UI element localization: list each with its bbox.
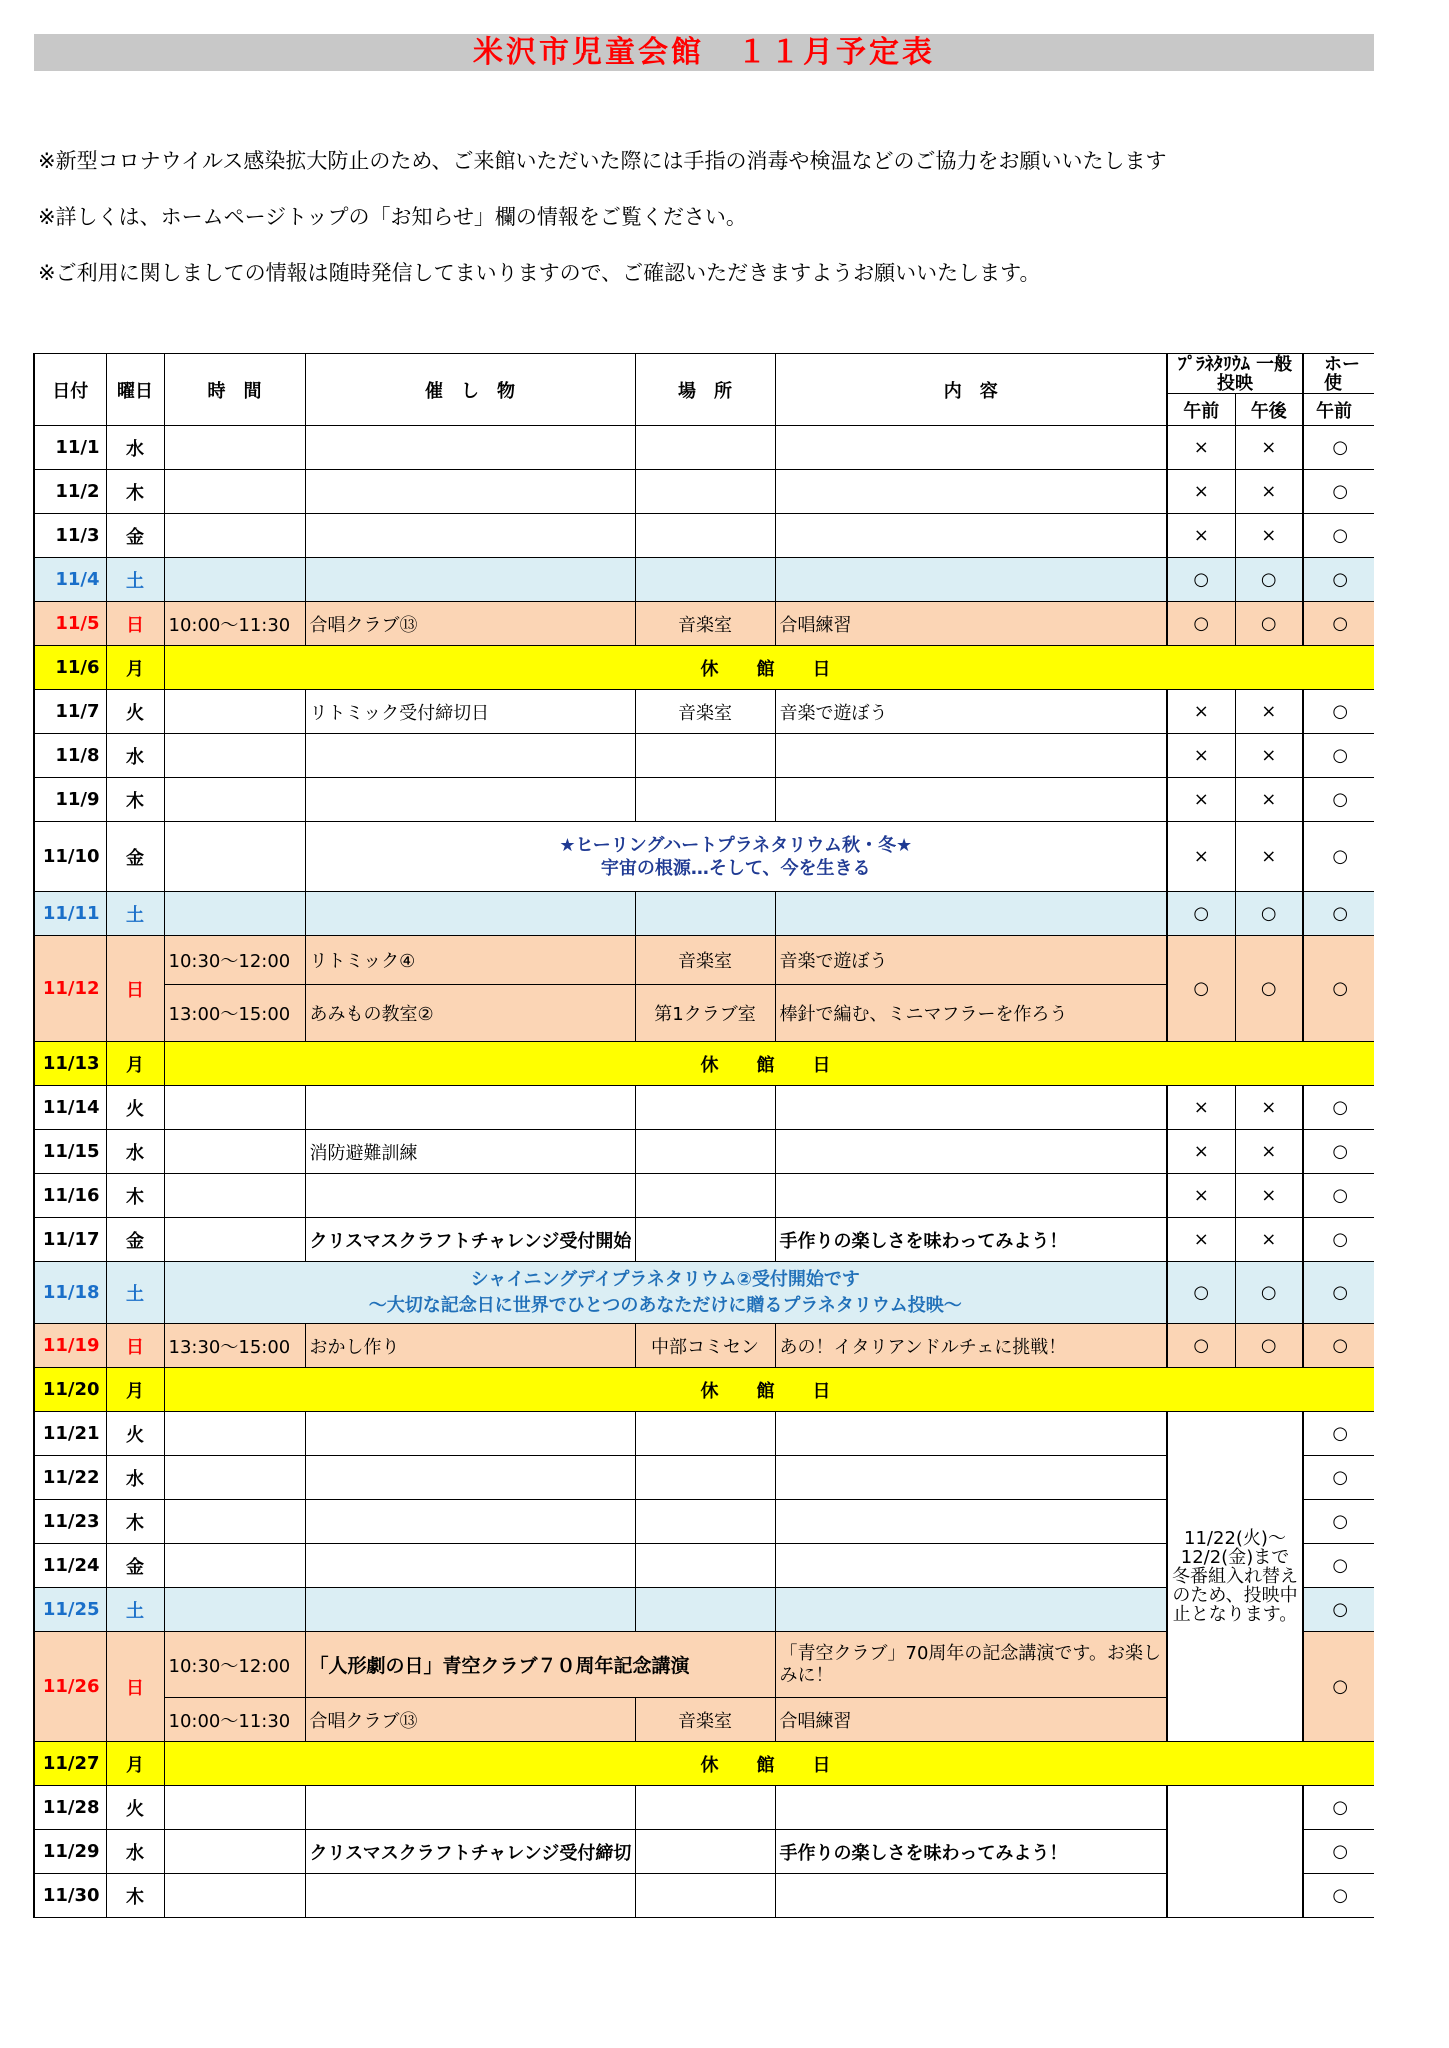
event-cell	[305, 1412, 635, 1456]
date-cell: 11/7	[34, 690, 106, 734]
day-row	[34, 822, 1374, 892]
hall-am-status: ○	[1303, 1786, 1374, 1830]
hall-am-status: ○	[1303, 690, 1374, 734]
planetarium-pm-status: ○	[1235, 1324, 1303, 1368]
place-cell	[635, 1456, 775, 1500]
time-cell	[164, 1830, 305, 1874]
date-cell: 11/9	[34, 778, 106, 822]
event-cell	[305, 426, 635, 470]
closed-label: 休 館 日	[164, 646, 1374, 690]
hall-am-status: ○	[1303, 426, 1374, 470]
planetarium-empty-cell	[1167, 1786, 1303, 1918]
event-cell	[305, 558, 635, 602]
content-cell: あの！イタリアンドルチェに挑戦！	[775, 1324, 1167, 1368]
event-cell	[305, 1456, 635, 1500]
content-cell	[775, 1174, 1167, 1218]
content-cell	[775, 1086, 1167, 1130]
time-cell	[164, 470, 305, 514]
content-cell: 音楽で遊ぼう	[775, 690, 1167, 734]
hall-am-status: ○	[1303, 1086, 1374, 1130]
dow-cell: 水	[106, 1130, 164, 1174]
time-cell	[164, 690, 305, 734]
dow-cell: 水	[106, 734, 164, 778]
planetarium-am-status: ×	[1167, 778, 1235, 822]
hall-am-status: ○	[1303, 936, 1374, 1042]
col-hall-header: ホー 使	[1303, 354, 1374, 394]
content-cell	[775, 892, 1167, 936]
place-cell: 第1クラブ室	[635, 985, 775, 1042]
planetarium-pm-status: ×	[1235, 470, 1303, 514]
date-cell: 11/18	[34, 1262, 106, 1324]
dow-cell: 水	[106, 426, 164, 470]
place-cell	[635, 1174, 775, 1218]
date-cell: 11/30	[34, 1874, 106, 1918]
hall-am-status: ○	[1303, 514, 1374, 558]
date-cell: 11/2	[34, 470, 106, 514]
dow-cell: 金	[106, 1218, 164, 1262]
content-cell	[775, 1786, 1167, 1830]
hall-am-status: ○	[1303, 1218, 1374, 1262]
event-cell: クリスマスクラフトチャレンジ受付締切	[305, 1830, 635, 1874]
event-cell: リトミック受付締切日	[305, 690, 635, 734]
dow-cell: 火	[106, 1412, 164, 1456]
planetarium-pm-status: ×	[1235, 734, 1303, 778]
dow-cell: 火	[106, 1786, 164, 1830]
event-cell	[305, 470, 635, 514]
planetarium-am-status: ×	[1167, 734, 1235, 778]
time-cell	[164, 892, 305, 936]
date-cell: 11/6	[34, 646, 106, 690]
day-row	[34, 690, 1374, 734]
hall-am-status: ○	[1303, 558, 1374, 602]
content-cell: 手作りの楽しさを味わってみよう！	[775, 1218, 1167, 1262]
dow-cell: 火	[106, 1086, 164, 1130]
time-cell: 10:30～12:00	[164, 936, 305, 985]
date-cell: 11/8	[34, 734, 106, 778]
place-cell: 音楽室	[635, 1698, 775, 1742]
event-cell: クリスマスクラフトチャレンジ受付開始	[305, 1218, 635, 1262]
date-cell: 11/14	[34, 1086, 106, 1130]
planetarium-pm-status: ×	[1235, 1130, 1303, 1174]
closed-day-row	[34, 1042, 1374, 1086]
time-cell	[164, 1130, 305, 1174]
time-cell	[164, 1174, 305, 1218]
planetarium-am-status: ○	[1167, 602, 1235, 646]
col-place-header: 場 所	[635, 354, 775, 426]
title-bar	[34, 34, 1374, 71]
date-cell: 11/13	[34, 1042, 106, 1086]
event-cell	[305, 892, 635, 936]
date-cell: 11/19	[34, 1324, 106, 1368]
closed-label: 休 館 日	[164, 1742, 1374, 1786]
date-cell: 11/27	[34, 1742, 106, 1786]
planetarium-am-status: ○	[1167, 892, 1235, 936]
time-cell: 10:00～11:30	[164, 1698, 305, 1742]
place-cell: 音楽室	[635, 936, 775, 985]
place-cell: 音楽室	[635, 690, 775, 734]
banner-line: シャイニングデイプラネタリウム②受付開始です	[470, 1268, 860, 1290]
hall-am-status: ○	[1303, 1174, 1374, 1218]
planetarium-pm-status: ×	[1235, 822, 1303, 892]
time-cell	[164, 1086, 305, 1130]
closed-day-row	[34, 646, 1374, 690]
day-row	[34, 1174, 1374, 1218]
date-cell: 11/17	[34, 1218, 106, 1262]
planetarium-am-status: ×	[1167, 1174, 1235, 1218]
dow-cell: 日	[106, 1632, 164, 1742]
col-hall-am: 午前	[1303, 394, 1374, 426]
col-planetarium-am: 午前	[1167, 394, 1235, 426]
planetarium-pm-status: ○	[1235, 602, 1303, 646]
day-row	[34, 426, 1374, 470]
dow-cell: 金	[106, 514, 164, 558]
place-cell	[635, 734, 775, 778]
hall-am-status: ○	[1303, 1544, 1374, 1588]
day-row	[34, 1324, 1374, 1368]
hall-am-status: ○	[1303, 602, 1374, 646]
content-cell	[775, 1412, 1167, 1456]
planetarium-pm-status: ○	[1235, 1262, 1303, 1324]
time-cell: 13:30～15:00	[164, 1324, 305, 1368]
planetarium-pm-status: ×	[1235, 1218, 1303, 1262]
time-cell: 10:30～12:00	[164, 1632, 305, 1698]
dow-cell: 木	[106, 1500, 164, 1544]
day-row	[34, 1130, 1374, 1174]
date-cell: 11/21	[34, 1412, 106, 1456]
col-date-header: 日付	[34, 354, 106, 426]
hall-am-status: ○	[1303, 1632, 1374, 1742]
hall-am-status: ○	[1303, 822, 1374, 892]
place-cell	[635, 1786, 775, 1830]
col-planetarium-pm: 午後	[1235, 394, 1303, 426]
hall-am-status: ○	[1303, 1324, 1374, 1368]
content-cell	[775, 426, 1167, 470]
place-cell	[635, 892, 775, 936]
closed-label: 休 館 日	[164, 1042, 1374, 1086]
page-title: 米沢市児童会館 １１月予定表	[473, 35, 935, 70]
dow-cell: 日	[106, 936, 164, 1042]
event-cell	[305, 1086, 635, 1130]
planetarium-maintenance-note: 11/22(火)～12/2(金)まで冬番組入れ替えのため、投映中止となります。	[1167, 1412, 1303, 1742]
event-cell	[305, 778, 635, 822]
dow-cell: 月	[106, 1042, 164, 1086]
day-row	[34, 734, 1374, 778]
date-cell: 11/29	[34, 1830, 106, 1874]
date-cell: 11/11	[34, 892, 106, 936]
hall-am-status: ○	[1303, 892, 1374, 936]
planetarium-am-status: ×	[1167, 1086, 1235, 1130]
time-cell	[164, 1412, 305, 1456]
planetarium-pm-status: ○	[1235, 558, 1303, 602]
hall-am-status: ○	[1303, 1456, 1374, 1500]
closed-day-row	[34, 1742, 1374, 1786]
place-cell	[635, 1218, 775, 1262]
event-cell	[305, 734, 635, 778]
dow-cell: 金	[106, 822, 164, 892]
dow-cell: 木	[106, 470, 164, 514]
event-cell: あみもの教室②	[305, 985, 635, 1042]
content-cell	[775, 734, 1167, 778]
content-cell	[775, 1544, 1167, 1588]
planetarium-am-status: ×	[1167, 426, 1235, 470]
time-cell	[164, 778, 305, 822]
closed-day-row	[34, 1368, 1374, 1412]
day-row	[34, 892, 1374, 936]
dow-cell: 土	[106, 1262, 164, 1324]
time-cell	[164, 1588, 305, 1632]
place-cell	[635, 1086, 775, 1130]
schedule-table	[33, 353, 1374, 1918]
event-cell	[305, 1786, 635, 1830]
planetarium-pm-status: ×	[1235, 1086, 1303, 1130]
closed-label: 休 館 日	[164, 1368, 1374, 1412]
dow-cell: 木	[106, 778, 164, 822]
dow-cell: 火	[106, 690, 164, 734]
day-row	[34, 558, 1374, 602]
notice-line: ※新型コロナウイルス感染拡大防止のため、ご来館いただいた際には手指の消毒や検温などのご協力をお願いいたします	[38, 149, 1167, 173]
date-cell: 11/15	[34, 1130, 106, 1174]
dow-cell: 日	[106, 1324, 164, 1368]
time-cell: 10:00～11:30	[164, 602, 305, 646]
content-cell	[775, 1130, 1167, 1174]
time-cell	[164, 514, 305, 558]
planetarium-am-status: ○	[1167, 936, 1235, 1042]
date-cell: 11/5	[34, 602, 106, 646]
place-cell	[635, 514, 775, 558]
event-cell: おかし作り	[305, 1324, 635, 1368]
planetarium-pm-status: ×	[1235, 514, 1303, 558]
col-content-header: 内 容	[775, 354, 1167, 426]
content-cell	[775, 558, 1167, 602]
notice-line: ※ご利用に関しましての情報は随時発信してまいりますので、ご確認いただきますようお願いいたします。	[38, 261, 1041, 285]
content-cell: 合唱練習	[775, 1698, 1167, 1742]
place-cell	[635, 558, 775, 602]
time-cell	[164, 1500, 305, 1544]
dow-cell: 土	[106, 892, 164, 936]
planetarium-pm-status: ○	[1235, 936, 1303, 1042]
hall-am-status: ○	[1303, 1130, 1374, 1174]
time-cell	[164, 822, 305, 892]
planetarium-am-status: ○	[1167, 1324, 1235, 1368]
planetarium-banner	[305, 822, 1167, 892]
hall-am-status: ○	[1303, 1588, 1374, 1632]
hall-am-status: ○	[1303, 1412, 1374, 1456]
planetarium-am-status: ×	[1167, 470, 1235, 514]
day-row	[34, 602, 1374, 646]
day-row	[34, 1262, 1374, 1324]
day-row	[34, 1786, 1374, 1830]
schedule-table-wrapper	[33, 353, 1374, 1963]
banner-line: 宇宙の根源…そして、今を生きる	[600, 857, 871, 879]
planetarium-pm-status: ×	[1235, 778, 1303, 822]
hall-am-status: ○	[1303, 1874, 1374, 1918]
planetarium-am-status: ○	[1167, 1262, 1235, 1324]
hall-am-status: ○	[1303, 1500, 1374, 1544]
hall-am-status: ○	[1303, 470, 1374, 514]
place-cell	[635, 426, 775, 470]
place-cell: 中部コミセン	[635, 1324, 775, 1368]
planetarium-am-status: ×	[1167, 514, 1235, 558]
event-cell: 消防避難訓練	[305, 1130, 635, 1174]
time-cell: 13:00～15:00	[164, 985, 305, 1042]
content-cell	[775, 1588, 1167, 1632]
place-cell	[635, 1830, 775, 1874]
hall-am-status: ○	[1303, 778, 1374, 822]
planetarium-am-status: ×	[1167, 690, 1235, 734]
date-cell: 11/1	[34, 426, 106, 470]
day-row	[34, 936, 1374, 985]
banner-line: ★ヒーリングハートプラネタリウム秋・冬★	[559, 834, 913, 856]
dow-cell: 月	[106, 1368, 164, 1412]
event-cell: リトミック④	[305, 936, 635, 985]
planetarium-pm-status: ×	[1235, 690, 1303, 734]
col-planetarium-header: ﾌﾟﾗﾈﾀﾘｳﾑ 一般投映	[1167, 354, 1303, 394]
day-row	[34, 778, 1374, 822]
event-cell: 「人形劇の日」青空クラブ７０周年記念講演	[305, 1632, 775, 1698]
time-cell	[164, 1544, 305, 1588]
col-dow-header: 曜日	[106, 354, 164, 426]
time-cell	[164, 734, 305, 778]
event-cell	[305, 1544, 635, 1588]
time-cell	[164, 1786, 305, 1830]
col-event-header: 催 し 物	[305, 354, 635, 426]
date-cell: 11/4	[34, 558, 106, 602]
place-cell	[635, 1588, 775, 1632]
col-time-header: 時 間	[164, 354, 305, 426]
day-row	[34, 1218, 1374, 1262]
dow-cell: 日	[106, 602, 164, 646]
content-cell: 棒針で編む、ミニマフラーを作ろう	[775, 985, 1167, 1042]
date-cell: 11/22	[34, 1456, 106, 1500]
event-cell	[305, 1588, 635, 1632]
content-cell	[775, 778, 1167, 822]
dow-cell: 土	[106, 1588, 164, 1632]
date-cell: 11/3	[34, 514, 106, 558]
day-row	[34, 1086, 1374, 1130]
header-row	[34, 354, 1374, 394]
place-cell: 音楽室	[635, 602, 775, 646]
event-cell: 合唱クラブ⑬	[305, 1698, 635, 1742]
time-cell	[164, 1874, 305, 1918]
place-cell	[635, 1544, 775, 1588]
hall-am-status: ○	[1303, 734, 1374, 778]
place-cell	[635, 1874, 775, 1918]
content-cell: 手作りの楽しさを味わってみよう！	[775, 1830, 1167, 1874]
date-cell: 11/23	[34, 1500, 106, 1544]
dow-cell: 木	[106, 1874, 164, 1918]
content-cell	[775, 1456, 1167, 1500]
date-cell: 11/25	[34, 1588, 106, 1632]
planetarium-am-status: ○	[1167, 558, 1235, 602]
notice-line: ※詳しくは、ホームページトップの「お知らせ」欄の情報をご覧ください。	[38, 205, 747, 229]
date-cell: 11/20	[34, 1368, 106, 1412]
time-cell	[164, 1456, 305, 1500]
hall-am-status: ○	[1303, 1262, 1374, 1324]
day-row	[34, 1412, 1374, 1456]
planetarium-am-status: ×	[1167, 822, 1235, 892]
content-cell: 「青空クラブ」70周年の記念講演です。お楽しみに！	[775, 1632, 1167, 1698]
content-cell	[775, 1500, 1167, 1544]
planetarium-pm-status: ×	[1235, 426, 1303, 470]
date-cell: 11/10	[34, 822, 106, 892]
event-cell	[305, 514, 635, 558]
content-cell: 合唱練習	[775, 602, 1167, 646]
dow-cell: 木	[106, 1174, 164, 1218]
time-cell	[164, 558, 305, 602]
banner-line: ～大切な記念日に世界でひとつのあなただけに贈るプラネタリウム投映～	[368, 1294, 962, 1316]
planetarium-am-status: ×	[1167, 1130, 1235, 1174]
dow-cell: 土	[106, 558, 164, 602]
content-cell	[775, 470, 1167, 514]
event-cell	[305, 1874, 635, 1918]
dow-cell: 水	[106, 1456, 164, 1500]
place-cell	[635, 470, 775, 514]
place-cell	[635, 1412, 775, 1456]
date-cell: 11/16	[34, 1174, 106, 1218]
shining-day-banner	[164, 1262, 1167, 1324]
content-cell	[775, 1874, 1167, 1918]
day-row	[34, 514, 1374, 558]
date-cell: 11/12	[34, 936, 106, 1042]
hall-am-status: ○	[1303, 1830, 1374, 1874]
content-cell	[775, 514, 1167, 558]
dow-cell: 金	[106, 1544, 164, 1588]
date-cell: 11/24	[34, 1544, 106, 1588]
place-cell	[635, 1130, 775, 1174]
event-cell	[305, 1500, 635, 1544]
planetarium-pm-status: ○	[1235, 892, 1303, 936]
date-cell: 11/26	[34, 1632, 106, 1742]
date-cell: 11/28	[34, 1786, 106, 1830]
day-row	[34, 470, 1374, 514]
event-cell: 合唱クラブ⑬	[305, 602, 635, 646]
time-cell	[164, 426, 305, 470]
planetarium-am-status: ×	[1167, 1218, 1235, 1262]
time-cell	[164, 1218, 305, 1262]
place-cell	[635, 778, 775, 822]
content-cell: 音楽で遊ぼう	[775, 936, 1167, 985]
dow-cell: 月	[106, 646, 164, 690]
dow-cell: 水	[106, 1830, 164, 1874]
place-cell	[635, 1500, 775, 1544]
dow-cell: 月	[106, 1742, 164, 1786]
event-cell	[305, 1174, 635, 1218]
planetarium-pm-status: ×	[1235, 1174, 1303, 1218]
